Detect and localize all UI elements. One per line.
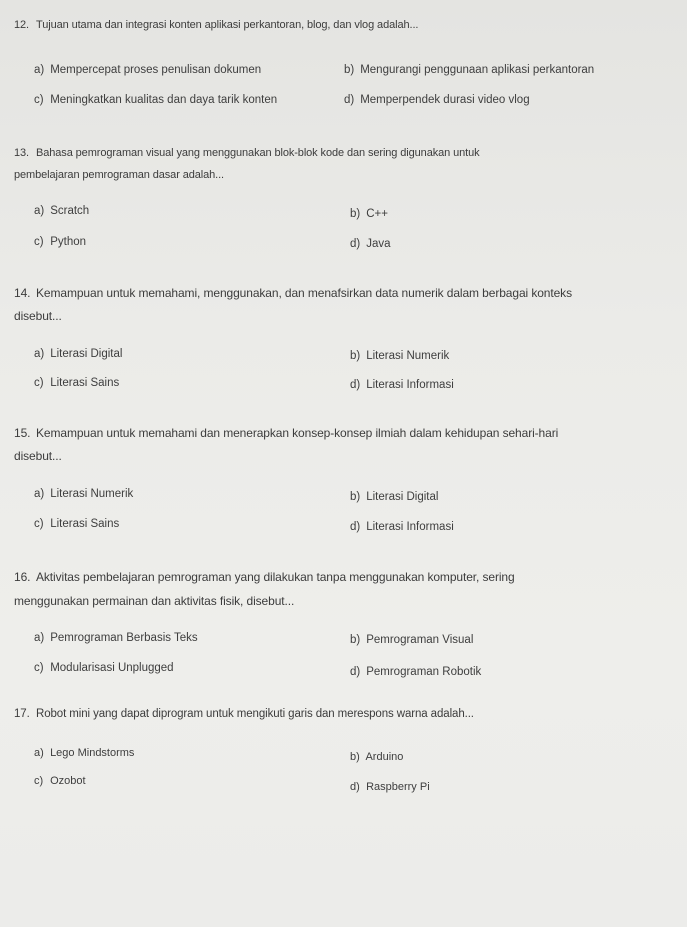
- question-text: [14, 422, 674, 468]
- option-letter: c): [34, 775, 44, 787]
- option-text: Raspberry Pi: [366, 781, 430, 793]
- option-letter: a): [34, 488, 45, 500]
- option-a[interactable]: [34, 632, 198, 644]
- question-number: 15.: [14, 426, 31, 440]
- question-line: Robot mini yang dapat diprogram untuk mengikuti garis dan merespons warna adalah...: [36, 708, 474, 720]
- option-c[interactable]: [34, 518, 119, 530]
- option-text: Literasi Sains: [50, 518, 120, 530]
- option-letter: c): [34, 94, 44, 106]
- option-d[interactable]: [350, 521, 454, 533]
- option-letter: d): [350, 379, 361, 391]
- question-line: Kemampuan untuk memahami dan menerapkan konsep-konsep ilmiah dalam kehidupan sehari-hari: [36, 426, 559, 440]
- option-text: C++: [366, 208, 388, 220]
- option-b[interactable]: [350, 634, 473, 646]
- option-letter: b): [350, 751, 360, 763]
- option-letter: d): [350, 238, 361, 250]
- question-number: 17.: [14, 708, 30, 720]
- option-text: Pemrograman Berbasis Teks: [50, 632, 198, 644]
- option-letter: a): [34, 64, 45, 76]
- option-d[interactable]: [350, 666, 481, 678]
- option-letter: c): [34, 377, 44, 389]
- question-text: [14, 565, 674, 613]
- option-text: Literasi Sains: [50, 377, 120, 389]
- option-text: Scratch: [50, 205, 90, 217]
- question-line-2: pembelajaran pemrograman dasar adalah...: [14, 169, 225, 181]
- question-number: 16.: [14, 570, 31, 584]
- option-text: Literasi Informasi: [366, 521, 454, 533]
- option-text: Lego Mindstorms: [50, 747, 135, 759]
- option-text: Ozobot: [50, 775, 86, 787]
- option-letter: b): [350, 491, 361, 503]
- question-text: [14, 142, 674, 186]
- option-text: Memperpendek durasi video vlog: [360, 94, 530, 106]
- option-letter: d): [350, 781, 360, 793]
- option-letter: d): [350, 521, 361, 533]
- question-13: [14, 142, 674, 186]
- option-text: Literasi Numerik: [366, 350, 450, 362]
- option-letter: a): [34, 632, 45, 644]
- option-letter: a): [34, 205, 45, 217]
- option-letter: c): [34, 662, 44, 674]
- question-number: 14.: [14, 286, 31, 300]
- option-letter: b): [350, 634, 361, 646]
- option-text: Literasi Informasi: [366, 379, 454, 391]
- question-line: Bahasa pemrograman visual yang menggunakan blok-blok kode dan sering digunakan untuk: [36, 147, 480, 159]
- question-number: 13.: [14, 147, 29, 159]
- option-c[interactable]: [34, 775, 86, 787]
- option-c[interactable]: [34, 94, 277, 106]
- question-number: 12.: [14, 19, 29, 31]
- option-text: Modularisasi Unplugged: [50, 662, 174, 674]
- option-a[interactable]: [34, 488, 133, 500]
- option-c[interactable]: [34, 662, 174, 674]
- question-text: [14, 12, 418, 38]
- option-text: Python: [50, 236, 87, 248]
- option-d[interactable]: [350, 781, 430, 793]
- option-c[interactable]: [34, 236, 86, 248]
- option-letter: a): [34, 348, 45, 360]
- option-text: Pemrograman Robotik: [366, 666, 482, 678]
- question-line-2: disebut...: [14, 309, 62, 323]
- option-d[interactable]: [344, 94, 530, 106]
- option-letter: a): [34, 747, 44, 759]
- option-b[interactable]: [344, 64, 594, 76]
- question-line: Aktivitas pembelajaran pemrograman yang dilakukan tanpa menggunakan komputer, sering: [36, 570, 515, 584]
- option-text: Arduino: [365, 751, 404, 763]
- option-text: Mengurangi penggunaan aplikasi perkantoran: [360, 64, 595, 76]
- option-c[interactable]: [34, 377, 119, 389]
- option-text: Pemrograman Visual: [366, 634, 474, 646]
- question-line-2: disebut...: [14, 449, 62, 463]
- option-text: Literasi Digital: [366, 491, 439, 503]
- option-letter: c): [34, 518, 44, 530]
- option-text: Java: [366, 238, 391, 250]
- option-letter: b): [350, 208, 361, 220]
- question-text: [14, 702, 674, 726]
- question-text: [14, 282, 674, 328]
- option-b[interactable]: [350, 350, 449, 362]
- option-b[interactable]: [350, 751, 403, 763]
- option-text: Meningkatkan kualitas dan daya tarik konten: [50, 94, 278, 106]
- option-a[interactable]: [34, 747, 134, 759]
- question-14: [14, 282, 674, 328]
- option-d[interactable]: [350, 238, 391, 250]
- option-a[interactable]: [34, 205, 89, 217]
- question-line: Kemampuan untuk memahami, menggunakan, dan menafsirkan data numerik dalam berbagai konteks: [36, 286, 572, 300]
- option-letter: d): [350, 666, 361, 678]
- question-line-2: menggunakan permainan dan aktivitas fisik, disebut...: [14, 594, 295, 608]
- option-letter: b): [344, 64, 355, 76]
- question-17: [14, 702, 674, 726]
- option-b[interactable]: [350, 491, 438, 503]
- option-a[interactable]: [34, 64, 261, 76]
- option-letter: c): [34, 236, 44, 248]
- question-15: [14, 422, 674, 468]
- option-letter: d): [344, 94, 355, 106]
- option-a[interactable]: [34, 348, 122, 360]
- option-text: Mempercepat proses penulisan dokumen: [50, 64, 262, 76]
- option-text: Literasi Digital: [50, 348, 123, 360]
- option-d[interactable]: [350, 379, 454, 391]
- question-16: [14, 565, 674, 613]
- option-text: Literasi Numerik: [50, 488, 134, 500]
- question-line: Tujuan utama dan integrasi konten aplikasi perkantoran, blog, dan vlog adalah...: [36, 19, 419, 31]
- option-letter: b): [350, 350, 361, 362]
- option-b[interactable]: [350, 208, 388, 220]
